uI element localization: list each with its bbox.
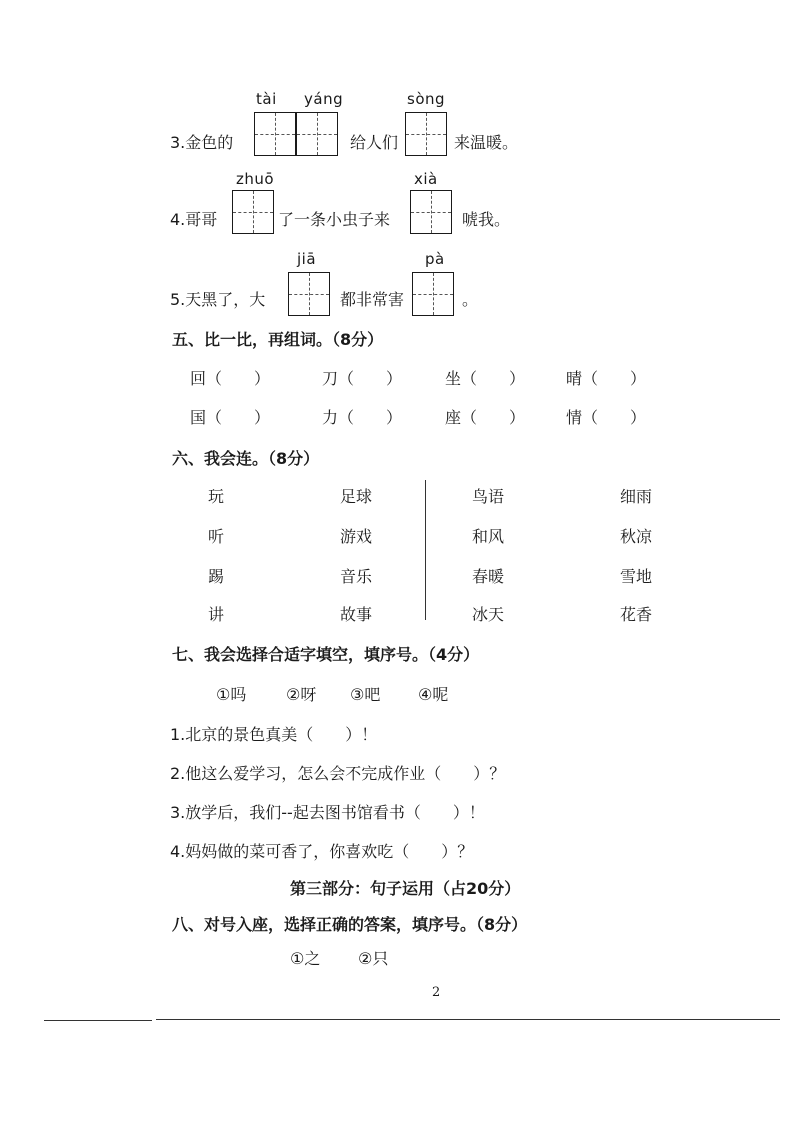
char-box-xia[interactable]: [410, 190, 452, 234]
part-3-title: 第三部分：句子运用（占20分）: [290, 879, 521, 898]
fill-item[interactable]: 3.放学后，我们--起去图书馆看书（ ）！: [170, 803, 485, 822]
option-item: ②只: [358, 949, 389, 968]
pinyin-xia: xià: [414, 170, 438, 188]
section-5-title: 五、比一比，再组词。（8分）: [172, 330, 384, 349]
char-box-tai[interactable]: [254, 112, 296, 156]
pinyin-tai: tài: [256, 90, 277, 108]
match-item[interactable]: 春暖: [472, 567, 505, 586]
option-item: ②呀: [286, 685, 317, 704]
sentence-3-mid: 给人们: [350, 133, 399, 152]
word-cell[interactable]: 力（ ）: [322, 408, 403, 427]
match-item[interactable]: 游戏: [340, 527, 373, 546]
section-8-title: 八、对号入座，选择正确的答案，填序号。（8分）: [172, 915, 528, 934]
match-item[interactable]: 和风: [472, 527, 505, 546]
char-box-zhuo[interactable]: [232, 190, 274, 234]
fill-item[interactable]: 1.北京的景色真美（ ）！: [170, 725, 378, 744]
match-item[interactable]: 玩: [208, 487, 225, 506]
word-cell[interactable]: 坐（ ）: [445, 369, 526, 388]
sentence-4-before: 4.哥哥: [170, 210, 218, 229]
match-item[interactable]: 听: [208, 527, 225, 546]
option-item: ①吗: [216, 685, 247, 704]
word-cell[interactable]: 刀（ ）: [322, 369, 403, 388]
pinyin-jia: jiā: [297, 250, 317, 268]
match-item[interactable]: 秋凉: [620, 527, 653, 546]
option-item: ③吧: [350, 685, 381, 704]
word-cell[interactable]: 国（ ）: [190, 408, 271, 427]
char-box-pa[interactable]: [412, 272, 454, 316]
sentence-4-mid: 了一条小虫子来: [278, 210, 391, 229]
word-cell[interactable]: 回（ ）: [190, 369, 271, 388]
match-item[interactable]: 踢: [208, 567, 225, 586]
pinyin-zhuo: zhuō: [236, 170, 275, 188]
match-item[interactable]: 音乐: [340, 567, 373, 586]
column-divider: [425, 480, 426, 620]
sentence-3-before: 3.金色的: [170, 133, 234, 152]
char-box-jia[interactable]: [288, 272, 330, 316]
section-7-title: 七、我会选择合适字填空，填序号。（4分）: [172, 645, 480, 664]
word-cell[interactable]: 情（ ）: [566, 408, 647, 427]
pinyin-yang: yáng: [304, 90, 344, 108]
match-item[interactable]: 故事: [340, 605, 373, 624]
section-6-title: 六、我会连。（8分）: [172, 449, 320, 468]
option-item: ①之: [290, 949, 321, 968]
fill-item[interactable]: 4.妈妈做的菜可香了，你喜欢吃（ ）？: [170, 842, 474, 861]
char-box-song[interactable]: [405, 112, 447, 156]
option-item: ④呢: [418, 685, 449, 704]
sentence-5-mid: 都非常害: [340, 290, 405, 309]
pinyin-pa: pà: [425, 250, 445, 268]
match-item[interactable]: 讲: [208, 605, 225, 624]
match-item[interactable]: 足球: [340, 487, 373, 506]
sentence-5-after: 。: [462, 290, 479, 309]
sentence-5-before: 5.天黑了，大: [170, 290, 266, 309]
char-box-yang[interactable]: [296, 112, 338, 156]
sentence-4-after: 唬我。: [462, 210, 511, 229]
fill-item[interactable]: 2.他这么爱学习，怎么会不完成作业（ ）？: [170, 764, 506, 783]
footer-rule-right: [156, 1019, 780, 1020]
footer-rule-left: [44, 1020, 152, 1021]
match-item[interactable]: 雪地: [620, 567, 653, 586]
word-cell[interactable]: 晴（ ）: [566, 369, 647, 388]
match-item[interactable]: 花香: [620, 605, 653, 624]
word-cell[interactable]: 座（ ）: [445, 408, 526, 427]
match-item[interactable]: 冰天: [472, 605, 505, 624]
page-number: 2: [432, 985, 441, 1000]
pinyin-song: sòng: [407, 90, 446, 108]
match-item[interactable]: 细雨: [620, 487, 653, 506]
match-item[interactable]: 鸟语: [472, 487, 505, 506]
sentence-3-after: 来温暖。: [454, 133, 519, 152]
